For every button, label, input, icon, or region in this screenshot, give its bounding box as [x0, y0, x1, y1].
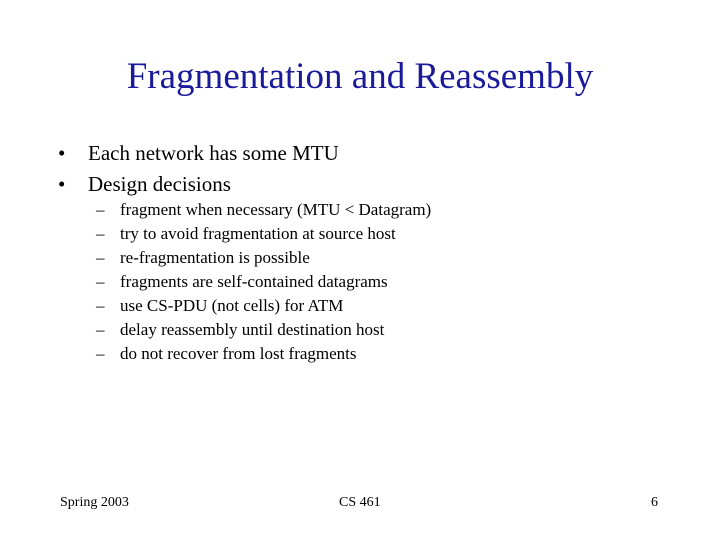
dash-marker: –: [96, 272, 105, 291]
bullet-text: Each network has some MTU: [88, 141, 339, 165]
sub-bullet-item: [96, 222, 431, 246]
bullet-item: [58, 138, 339, 169]
dash-marker: –: [96, 296, 105, 315]
sub-bullet-item: [96, 246, 431, 270]
dash-marker: –: [96, 344, 105, 363]
bullet-item: [58, 169, 339, 200]
sub-bullet-text: re-fragmentation is possible: [120, 248, 310, 267]
dash-marker: –: [96, 248, 105, 267]
footer-course: CS 461: [339, 495, 381, 510]
slide-title: Fragmentation and Reassembly: [126, 56, 594, 97]
bullet-list: [58, 138, 339, 200]
sub-bullet-item: [96, 270, 431, 294]
sub-bullet-item: [96, 318, 431, 342]
dash-marker: –: [96, 224, 105, 243]
footer-semester: Spring 2003: [60, 495, 129, 510]
sub-bullet-text: fragment when necessary (MTU < Datagram): [120, 200, 432, 219]
sub-bullet-text: do not recover from lost fragments: [120, 344, 357, 363]
sub-bullet-text: delay reassembly until destination host: [120, 320, 385, 339]
page-number: 6: [651, 495, 658, 510]
sub-bullet-item: [96, 294, 431, 318]
bullet-marker: •: [58, 172, 66, 196]
sub-bullet-text: fragments are self-contained datagrams: [120, 272, 388, 291]
sub-bullet-item: [96, 198, 431, 222]
sub-bullet-text: use CS-PDU (not cells) for ATM: [120, 296, 344, 315]
bullet-text: Design decisions: [88, 172, 231, 196]
sub-bullet-text: try to avoid fragmentation at source host: [120, 224, 396, 243]
sub-bullet-list: [96, 198, 431, 366]
dash-marker: –: [96, 320, 105, 339]
sub-bullet-item: [96, 342, 431, 366]
dash-marker: –: [96, 200, 105, 219]
bullet-marker: •: [58, 141, 66, 165]
